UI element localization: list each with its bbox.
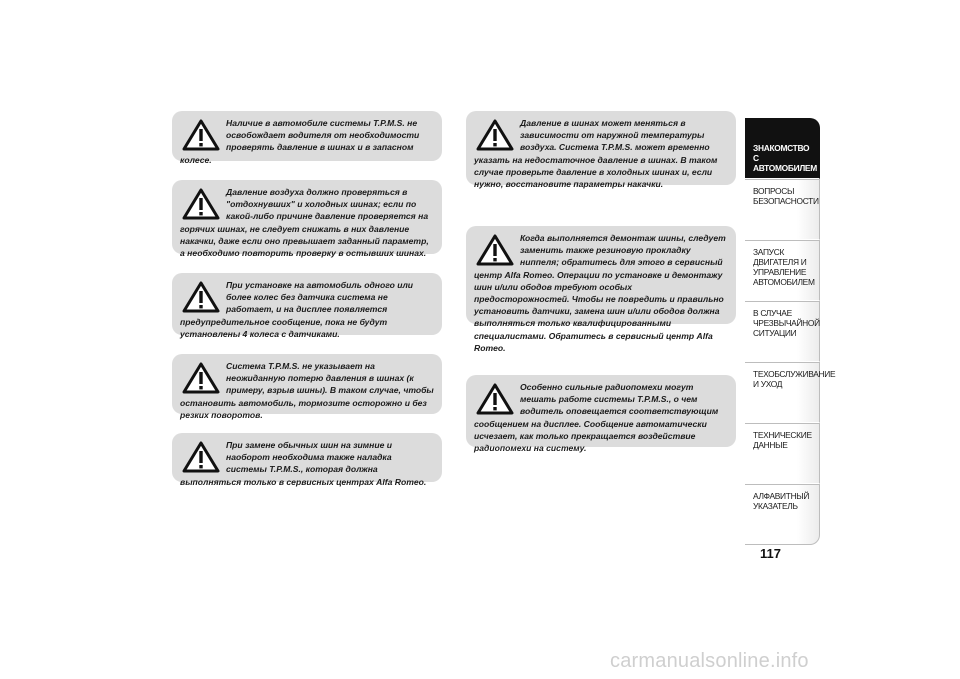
warning-box-3	[172, 273, 442, 339]
warning-triangle-icon	[182, 362, 224, 396]
warning-triangle-icon	[182, 441, 224, 475]
section-tabs	[745, 118, 836, 545]
warning-text: Когда выполняется демонтаж шины, следует заменить также резиновую прокладку ниппеля; обратитесь для этого в сервисный центр Alfa Romeo. Операции по установке и демонтажу шин и/или ободов требуют особых предосторожностей. Чтобы не повредить и правильно установить датчики, замена шин и/или ободов должна выполняться только квалифицированными специалистами. Обратитесь в сервисный центр Alfa Romeo.	[474, 233, 726, 353]
warning-text: При замене обычных шин на зимние и наоборот необходима также наладка системы T.P.M.S., которая должна выполняться только в сервисных центрах Alfa Romeo.	[180, 440, 427, 487]
warning-box-1	[172, 111, 442, 165]
warning-text: Давление в шинах может меняться в зависимости от наружной температуры воздуха. Система T.P.M.S. может временно указать на недостаточное давление в шинах. В таком случае проверьте давление в холодных шинах и, если нужно, восстановите параметры накачки.	[474, 118, 718, 190]
tab-starting-driving[interactable]: ЗАПУСК ДВИГАТЕЛЯ И УПРАВЛЕНИЕ АВТОМОБИЛЕМ	[745, 240, 820, 301]
warning-text: Особенно сильные радиопомехи могут мешать работе системы T.P.M.S., о чем водитель оповещается соответствующим сообщением на дисплее. Сообщение автоматически исчезает, как только прекращается воздействие радиопомехи на систему.	[474, 382, 719, 454]
warning-box-5	[172, 433, 442, 487]
warning-box-2	[172, 180, 442, 259]
tab-introduction[interactable]: ЗНАКОМСТВО С АВТОМОБИЛЕМ	[745, 118, 820, 179]
tab-maintenance[interactable]: ТЕХОБСЛУЖИВАНИЕ И УХОД	[745, 362, 820, 423]
warning-triangle-icon	[182, 281, 224, 315]
page-number: 117	[760, 546, 781, 561]
watermark: carmanualsonline.info	[610, 650, 809, 672]
warning-triangle-icon	[476, 234, 518, 268]
warning-text: Система T.P.M.S. не указывает на неожиданную потерю давления в шинах (к примеру, взрыв шины). В таком случае, чтобы остановить автомобиль, тормозите осторожно и без резких поворотов.	[180, 361, 434, 420]
tab-technical-data[interactable]: ТЕХНИЧЕСКИЕ ДАННЫЕ	[745, 423, 820, 484]
warning-text: Наличие в автомобиле системы T.P.M.S. не освобождает водителя от необходимости проверять давление в шинах и в запасном колесе.	[180, 118, 420, 165]
warning-box-8	[466, 375, 736, 454]
warning-triangle-icon	[476, 383, 518, 417]
warning-box-6	[466, 111, 736, 190]
warning-box-4	[172, 354, 442, 420]
tab-index[interactable]: АЛФАВИТНЫЙ УКАЗАТЕЛЬ	[745, 484, 820, 545]
tab-safety[interactable]: ВОПРОСЫ БЕЗОПАСНОСТИ	[745, 179, 820, 240]
warning-text: Давление воздуха должно проверяться в "отдохнувших" и холодных шинах; если по какой-либо причине давление проверяется на горячих шинах, не следует снижать в них давление накачки, даже если оно превышает заданный параметр, а необходимо повторить проверку в остывших шинах.	[180, 187, 429, 259]
warning-triangle-icon	[476, 119, 518, 153]
warning-box-7	[466, 226, 736, 353]
warning-text: При установке на автомобиль одного или более колес без датчика система не работает, и на дисплее появляется предупредительное сообщение, пока не будут установлены 4 колеса с датчиками.	[180, 280, 414, 339]
tab-emergency[interactable]: В СЛУЧАЕ ЧРЕЗВЫЧАЙНОЙ СИТУАЦИИ	[745, 301, 820, 362]
warning-triangle-icon	[182, 119, 224, 153]
warning-triangle-icon	[182, 188, 224, 222]
